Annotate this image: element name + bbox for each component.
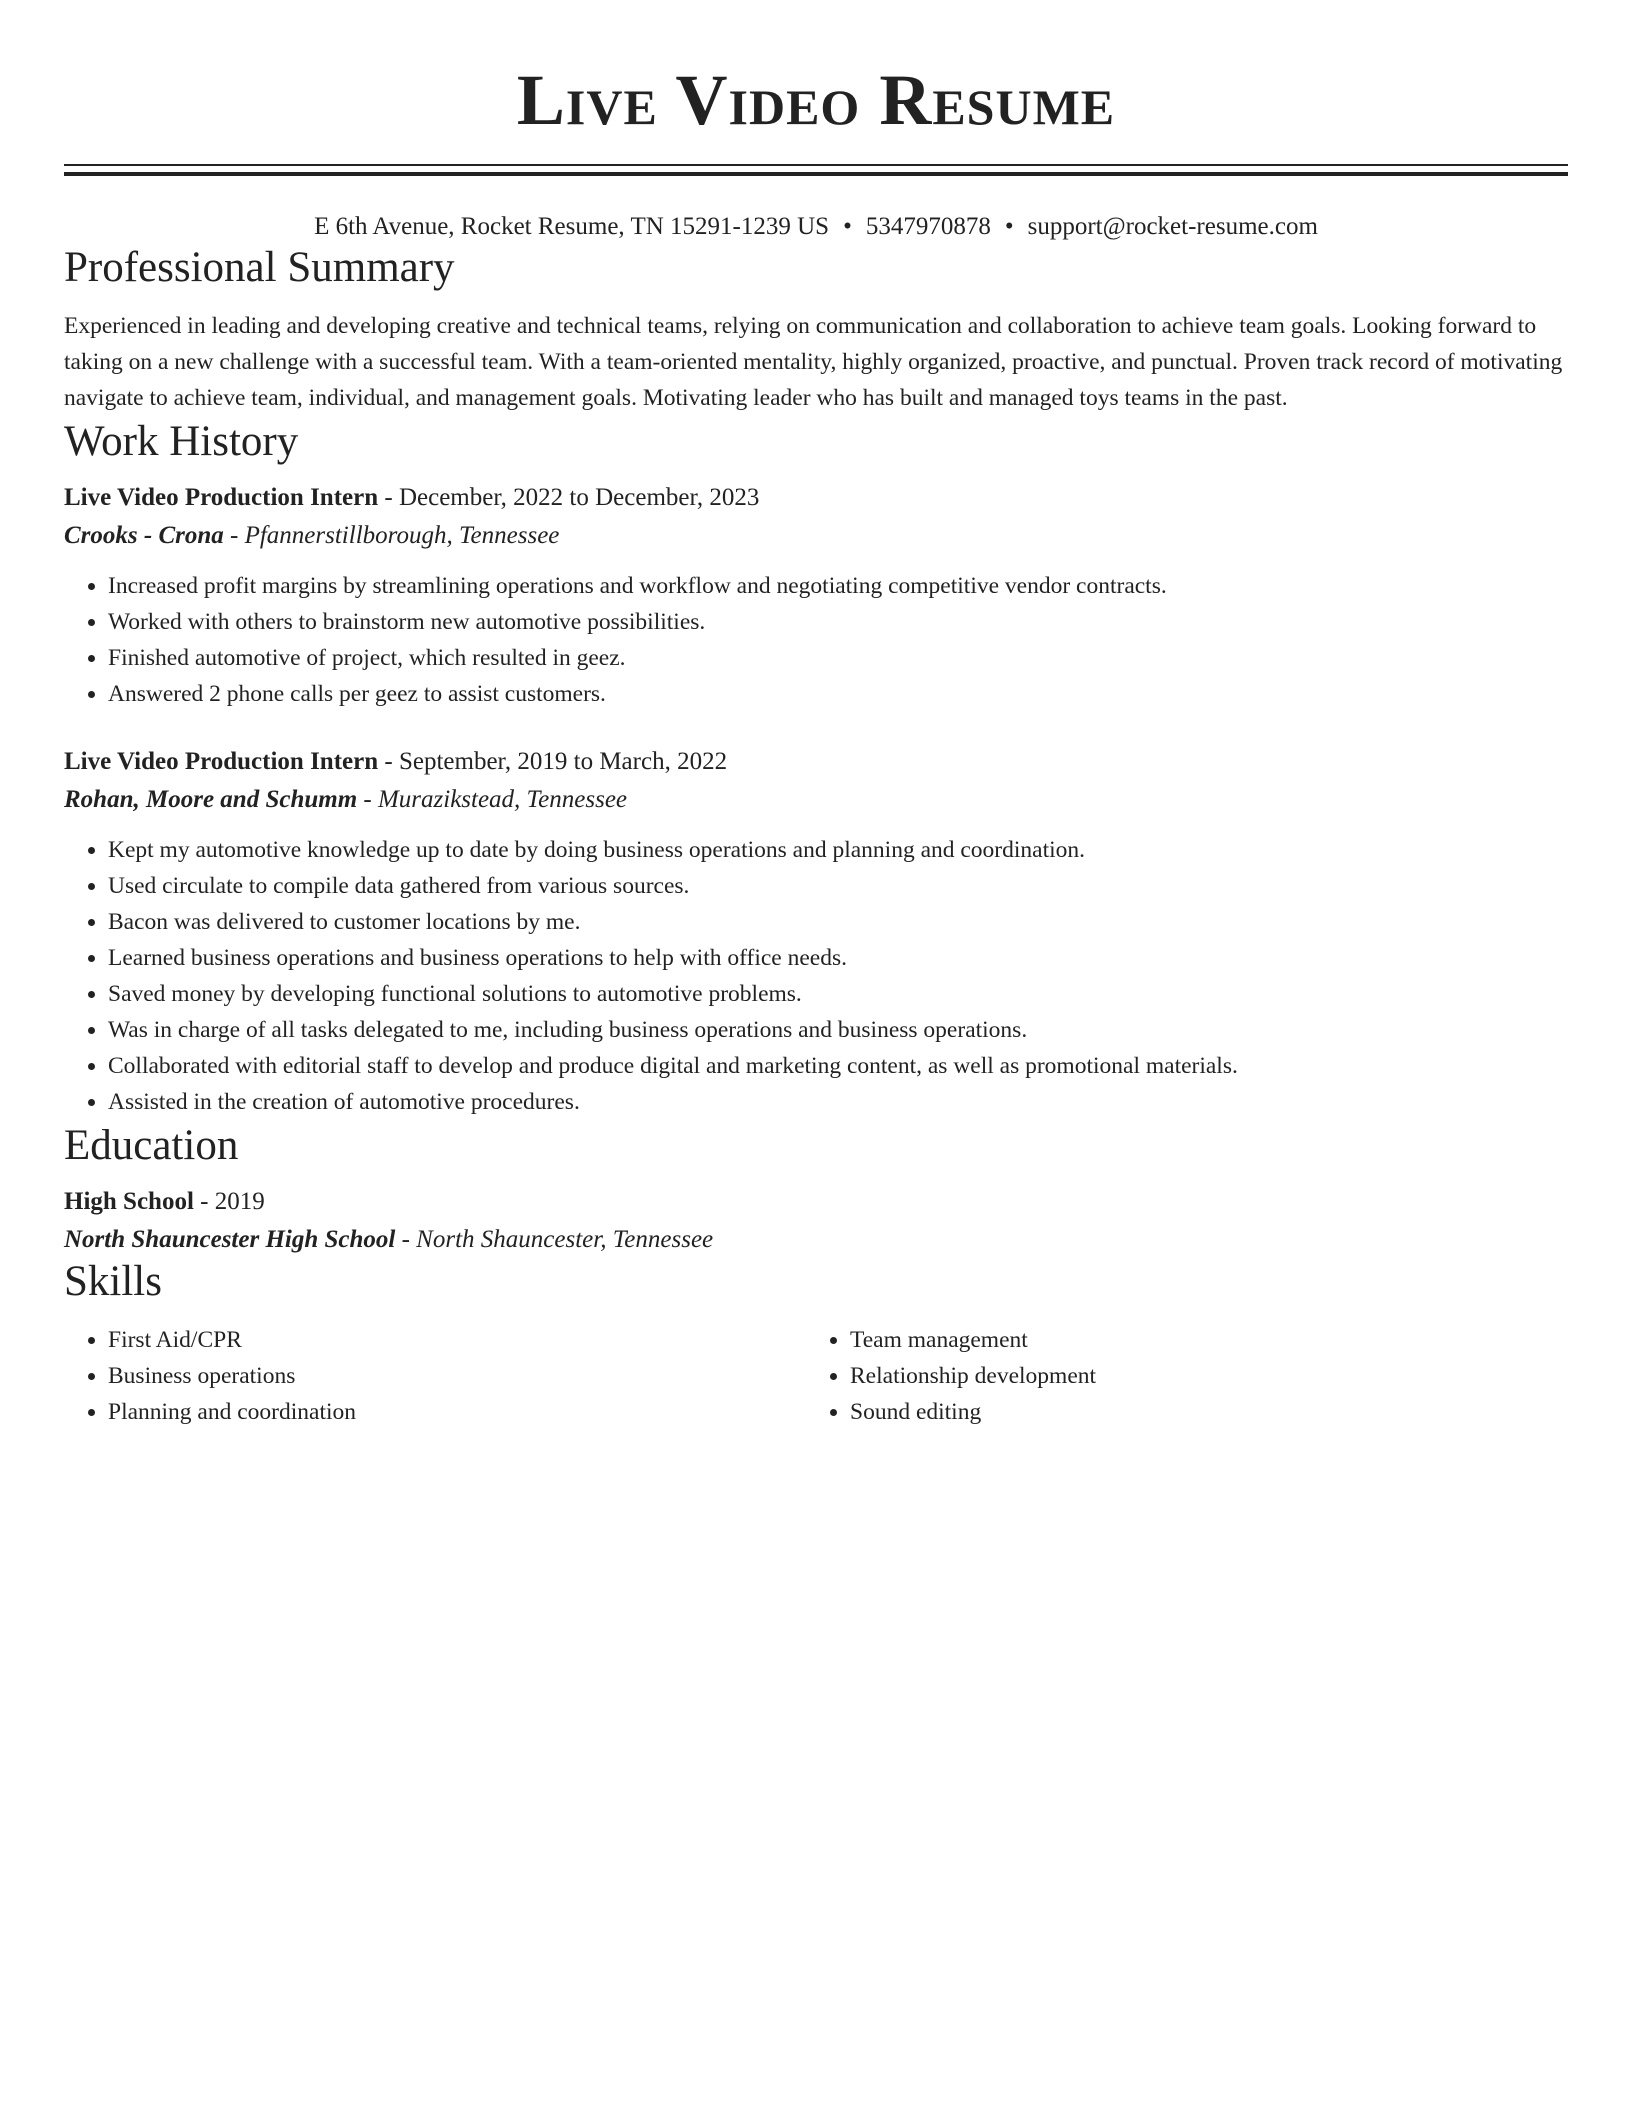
job-title-line xyxy=(64,482,1568,514)
job-bullet: • Finished automotive of project, which resulted in geez. xyxy=(108,640,1568,676)
title-double-rule xyxy=(64,164,1568,176)
contact-separator: • xyxy=(1004,213,1014,240)
job-bullet: • Increased profit margins by streamlining operations and workflow and negotiating competitive vendor contracts. xyxy=(108,568,1568,604)
skills-columns xyxy=(64,1322,1568,1430)
skill-item: • Business operations xyxy=(108,1358,806,1394)
job-bullets xyxy=(64,568,1568,712)
summary-text: Experienced in leading and developing creative and technical teams, relying on communication and collaboration to achieve team goals. Looking forward to taking on a new challenge with a successful team. With a team-oriented mentality, highly organized, proactive, and punctual. Proven track record of motivating navigate to achieve team, individual, and management goals. Motivating leader who has built and managed toys teams in the past. xyxy=(64,313,1563,411)
contact-address: E 6th Avenue, Rocket Resume, TN 15291-1239 US xyxy=(314,213,830,240)
employer-line xyxy=(64,784,1568,816)
job-bullets xyxy=(64,832,1568,1120)
job-bullet: • Was in charge of all tasks delegated to me, including business operations and business operations. xyxy=(108,1012,1568,1048)
job-title-line xyxy=(64,746,1568,778)
employer-location: - Murazikstead, Tennessee xyxy=(357,786,628,813)
employer-line xyxy=(64,520,1568,552)
education-heading: Education xyxy=(64,1122,239,1169)
skills-list-right xyxy=(806,1322,1548,1430)
job-bullet: • Collaborated with editorial staff to develop and produce digital and marketing content, as well as promotional materials. xyxy=(108,1048,1568,1084)
contact-line xyxy=(64,212,1568,242)
employer-name: Rohan, Moore and Schumm xyxy=(64,786,358,813)
job-bullet: • Kept my automotive knowledge up to date by doing business operations and planning and coordination. xyxy=(108,832,1568,868)
contact-phone: 5347970878 xyxy=(865,213,991,240)
summary-heading: Professional Summary xyxy=(64,244,455,291)
skill-item: • Planning and coordination xyxy=(108,1394,806,1430)
employer-name: Crooks - Crona xyxy=(64,522,224,549)
graduation-year: - 2019 xyxy=(193,1188,265,1215)
education-entry xyxy=(64,1186,1568,1256)
contact-email: support@rocket-resume.com xyxy=(1027,213,1318,240)
job-bullet: • Bacon was delivered to customer locations by me. xyxy=(108,904,1568,940)
work-history-heading: Work History xyxy=(64,418,299,465)
skills-list-left xyxy=(64,1322,806,1430)
job-title: Live Video Production Intern xyxy=(64,748,379,775)
job-entry xyxy=(64,482,1568,712)
skills-heading: Skills xyxy=(64,1258,162,1305)
skill-item: • Sound editing xyxy=(850,1394,1548,1430)
school-line xyxy=(64,1224,1568,1256)
school-name: North Shauncester High School xyxy=(64,1226,396,1253)
job-dates: - December, 2022 to December, 2023 xyxy=(378,484,760,511)
job-bullet: • Used circulate to compile data gathered from various sources. xyxy=(108,868,1568,904)
school-location: - North Shauncester, Tennessee xyxy=(395,1226,714,1253)
job-entry xyxy=(64,746,1568,1120)
degree-name: High School xyxy=(64,1188,194,1215)
job-title: Live Video Production Intern xyxy=(64,484,379,511)
job-bullet: • Assisted in the creation of automotive procedures. xyxy=(108,1084,1568,1120)
resume-page xyxy=(64,0,1568,1430)
skill-item: • Team management xyxy=(850,1322,1548,1358)
resume-title: Live Video Resume xyxy=(516,60,1116,140)
job-bullet: • Saved money by developing functional solutions to automotive problems. xyxy=(108,976,1568,1012)
employer-location: - Pfannerstillborough, Tennessee xyxy=(223,522,560,549)
skill-item: • First Aid/CPR xyxy=(108,1322,806,1358)
skill-item: • Relationship development xyxy=(850,1358,1548,1394)
job-dates: - September, 2019 to March, 2022 xyxy=(378,748,728,775)
degree-line xyxy=(64,1186,1568,1218)
job-bullet: • Learned business operations and business operations to help with office needs. xyxy=(108,940,1568,976)
contact-separator: • xyxy=(843,213,852,240)
job-bullet: • Worked with others to brainstorm new automotive possibilities. xyxy=(108,604,1568,640)
job-bullet: • Answered 2 phone calls per geez to assist customers. xyxy=(108,676,1568,712)
